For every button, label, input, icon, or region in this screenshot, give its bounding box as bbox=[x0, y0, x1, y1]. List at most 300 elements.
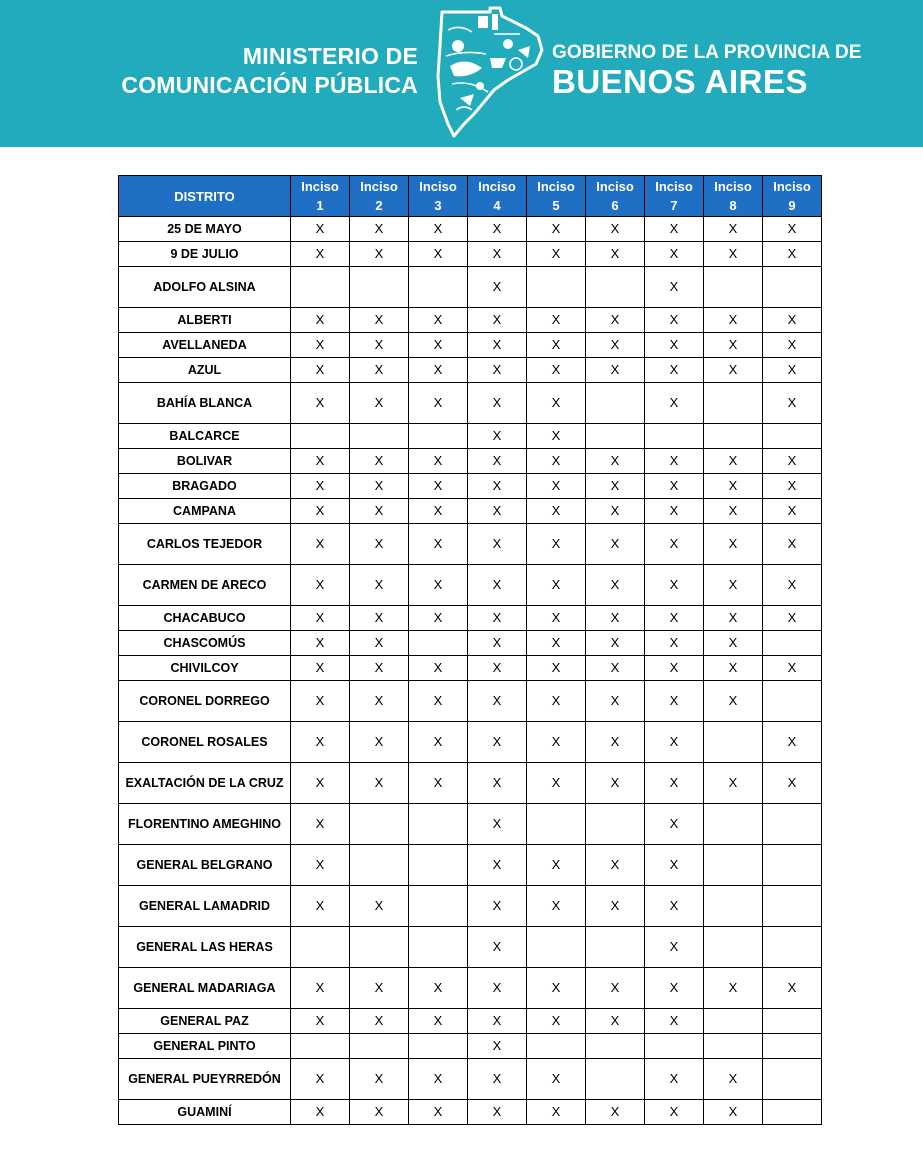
inciso-mark-cell: X bbox=[468, 804, 527, 845]
inciso-mark-cell: X bbox=[527, 631, 586, 656]
district-name-cell: CARLOS TEJEDOR bbox=[119, 524, 291, 565]
table-row bbox=[119, 474, 822, 499]
inciso-mark-cell: X bbox=[645, 499, 704, 524]
inciso-mark-cell: X bbox=[350, 565, 409, 606]
inciso-mark-cell: X bbox=[468, 968, 527, 1009]
inciso-mark-cell: X bbox=[527, 449, 586, 474]
inciso-mark-cell: X bbox=[645, 1100, 704, 1125]
inciso-mark-cell: X bbox=[350, 242, 409, 267]
inciso-mark-cell: X bbox=[763, 499, 822, 524]
inciso-mark-cell: X bbox=[763, 308, 822, 333]
inciso-mark-cell bbox=[409, 845, 468, 886]
inciso-mark-cell: X bbox=[291, 631, 350, 656]
inciso-mark-cell: X bbox=[527, 681, 586, 722]
inciso-mark-cell: X bbox=[586, 308, 645, 333]
inciso-mark-cell: X bbox=[763, 722, 822, 763]
inciso-header-number: 5 bbox=[552, 198, 560, 213]
inciso-header-number: 9 bbox=[788, 198, 796, 213]
inciso-mark-cell bbox=[291, 424, 350, 449]
inciso-mark-cell: X bbox=[586, 565, 645, 606]
inciso-mark-cell: X bbox=[763, 449, 822, 474]
inciso-mark-cell: X bbox=[291, 886, 350, 927]
district-name-cell: GUAMINÍ bbox=[119, 1100, 291, 1125]
inciso-mark-cell bbox=[350, 927, 409, 968]
table-row bbox=[119, 499, 822, 524]
inciso-mark-cell: X bbox=[468, 927, 527, 968]
inciso-header-word: Inciso bbox=[773, 179, 811, 194]
inciso-mark-cell bbox=[763, 631, 822, 656]
inciso-mark-cell: X bbox=[409, 656, 468, 681]
inciso-mark-cell: X bbox=[291, 804, 350, 845]
inciso-mark-cell: X bbox=[409, 383, 468, 424]
inciso-mark-cell bbox=[704, 722, 763, 763]
inciso-mark-cell: X bbox=[763, 474, 822, 499]
district-name-cell: CHIVILCOY bbox=[119, 656, 291, 681]
inciso-column-header bbox=[704, 176, 763, 217]
inciso-mark-cell: X bbox=[350, 1059, 409, 1100]
table-body bbox=[119, 217, 822, 1125]
table-row bbox=[119, 242, 822, 267]
table-row bbox=[119, 845, 822, 886]
table-row bbox=[119, 308, 822, 333]
inciso-mark-cell: X bbox=[645, 333, 704, 358]
district-name-cell: CORONEL DORREGO bbox=[119, 681, 291, 722]
inciso-mark-cell: X bbox=[409, 217, 468, 242]
inciso-header-word: Inciso bbox=[537, 179, 575, 194]
inciso-mark-cell: X bbox=[645, 722, 704, 763]
district-name-cell: GENERAL BELGRANO bbox=[119, 845, 291, 886]
inciso-mark-cell: X bbox=[291, 606, 350, 631]
inciso-column-header bbox=[527, 176, 586, 217]
inciso-mark-cell: X bbox=[527, 242, 586, 267]
inciso-mark-cell: X bbox=[468, 449, 527, 474]
table-row bbox=[119, 383, 822, 424]
inciso-mark-cell bbox=[291, 1034, 350, 1059]
inciso-mark-cell bbox=[527, 267, 586, 308]
inciso-mark-cell: X bbox=[645, 449, 704, 474]
inciso-mark-cell: X bbox=[350, 524, 409, 565]
inciso-mark-cell: X bbox=[586, 474, 645, 499]
inciso-mark-cell: X bbox=[350, 358, 409, 383]
inciso-mark-cell: X bbox=[527, 565, 586, 606]
inciso-mark-cell bbox=[704, 424, 763, 449]
inciso-mark-cell bbox=[586, 424, 645, 449]
district-column-header: DISTRITO bbox=[119, 176, 291, 217]
inciso-mark-cell bbox=[350, 804, 409, 845]
inciso-mark-cell: X bbox=[704, 449, 763, 474]
inciso-mark-cell: X bbox=[468, 499, 527, 524]
inciso-mark-cell: X bbox=[291, 308, 350, 333]
inciso-mark-cell bbox=[704, 886, 763, 927]
district-name-cell: GENERAL PAZ bbox=[119, 1009, 291, 1034]
inciso-mark-cell: X bbox=[468, 565, 527, 606]
district-name-cell: 9 DE JULIO bbox=[119, 242, 291, 267]
inciso-mark-cell: X bbox=[409, 1059, 468, 1100]
inciso-mark-cell: X bbox=[409, 524, 468, 565]
inciso-mark-cell: X bbox=[645, 763, 704, 804]
inciso-mark-cell: X bbox=[586, 681, 645, 722]
inciso-mark-cell bbox=[704, 804, 763, 845]
inciso-mark-cell: X bbox=[645, 656, 704, 681]
inciso-header-word: Inciso bbox=[596, 179, 634, 194]
district-name-cell: GENERAL PINTO bbox=[119, 1034, 291, 1059]
inciso-mark-cell: X bbox=[527, 333, 586, 358]
inciso-mark-cell: X bbox=[468, 1034, 527, 1059]
inciso-mark-cell: X bbox=[291, 474, 350, 499]
inciso-mark-cell bbox=[704, 927, 763, 968]
district-name-cell: GENERAL PUEYRREDÓN bbox=[119, 1059, 291, 1100]
inciso-mark-cell: X bbox=[704, 631, 763, 656]
district-inciso-table bbox=[118, 175, 822, 1125]
inciso-mark-cell bbox=[763, 1059, 822, 1100]
inciso-mark-cell bbox=[763, 681, 822, 722]
inciso-mark-cell: X bbox=[291, 722, 350, 763]
inciso-mark-cell: X bbox=[409, 1100, 468, 1125]
inciso-mark-cell: X bbox=[409, 606, 468, 631]
inciso-mark-cell: X bbox=[704, 968, 763, 1009]
inciso-mark-cell bbox=[350, 1034, 409, 1059]
inciso-mark-cell: X bbox=[468, 424, 527, 449]
district-name-cell: CHASCOMÚS bbox=[119, 631, 291, 656]
inciso-mark-cell bbox=[527, 1034, 586, 1059]
inciso-header-number: 7 bbox=[670, 198, 678, 213]
inciso-mark-cell: X bbox=[350, 449, 409, 474]
inciso-mark-cell: X bbox=[586, 524, 645, 565]
table-header-row bbox=[119, 176, 822, 217]
inciso-mark-cell: X bbox=[763, 383, 822, 424]
district-name-cell: EXALTACIÓN DE LA CRUZ bbox=[119, 763, 291, 804]
inciso-mark-cell: X bbox=[350, 217, 409, 242]
table-row bbox=[119, 424, 822, 449]
inciso-mark-cell: X bbox=[409, 358, 468, 383]
inciso-mark-cell: X bbox=[350, 763, 409, 804]
inciso-header-number: 1 bbox=[316, 198, 324, 213]
inciso-mark-cell: X bbox=[763, 606, 822, 631]
inciso-mark-cell: X bbox=[291, 656, 350, 681]
inciso-column-header bbox=[291, 176, 350, 217]
inciso-mark-cell: X bbox=[409, 565, 468, 606]
inciso-mark-cell: X bbox=[468, 631, 527, 656]
header-banner bbox=[0, 0, 923, 147]
inciso-mark-cell: X bbox=[468, 308, 527, 333]
inciso-mark-cell bbox=[586, 1059, 645, 1100]
inciso-mark-cell: X bbox=[468, 358, 527, 383]
inciso-column-header bbox=[468, 176, 527, 217]
inciso-mark-cell bbox=[409, 886, 468, 927]
inciso-mark-cell: X bbox=[350, 606, 409, 631]
inciso-mark-cell: X bbox=[704, 1059, 763, 1100]
inciso-mark-cell: X bbox=[645, 242, 704, 267]
inciso-mark-cell: X bbox=[527, 424, 586, 449]
inciso-header-word: Inciso bbox=[478, 179, 516, 194]
inciso-mark-cell: X bbox=[586, 656, 645, 681]
inciso-mark-cell: X bbox=[409, 1009, 468, 1034]
table-row bbox=[119, 763, 822, 804]
inciso-mark-cell bbox=[763, 1009, 822, 1034]
inciso-mark-cell: X bbox=[468, 217, 527, 242]
ministry-line-2: COMUNICACIÓN PÚBLICA bbox=[121, 72, 418, 98]
inciso-mark-cell: X bbox=[468, 1100, 527, 1125]
inciso-mark-cell: X bbox=[350, 1009, 409, 1034]
district-name-cell: 25 DE MAYO bbox=[119, 217, 291, 242]
ministry-line-1: MINISTERIO DE bbox=[242, 43, 418, 69]
inciso-column-header bbox=[586, 176, 645, 217]
table-row bbox=[119, 449, 822, 474]
inciso-mark-cell: X bbox=[645, 886, 704, 927]
inciso-mark-cell: X bbox=[350, 308, 409, 333]
inciso-mark-cell: X bbox=[350, 499, 409, 524]
government-name bbox=[552, 42, 862, 100]
inciso-mark-cell bbox=[704, 1034, 763, 1059]
inciso-mark-cell: X bbox=[527, 217, 586, 242]
inciso-mark-cell: X bbox=[468, 1059, 527, 1100]
inciso-mark-cell: X bbox=[763, 763, 822, 804]
inciso-mark-cell: X bbox=[645, 217, 704, 242]
table-row bbox=[119, 217, 822, 242]
inciso-mark-cell: X bbox=[409, 681, 468, 722]
inciso-mark-cell: X bbox=[586, 358, 645, 383]
inciso-mark-cell bbox=[763, 1034, 822, 1059]
inciso-mark-cell bbox=[291, 267, 350, 308]
inciso-mark-cell: X bbox=[409, 449, 468, 474]
table-row bbox=[119, 606, 822, 631]
inciso-mark-cell: X bbox=[468, 763, 527, 804]
inciso-mark-cell bbox=[763, 804, 822, 845]
inciso-mark-cell bbox=[763, 1100, 822, 1125]
inciso-mark-cell: X bbox=[586, 631, 645, 656]
inciso-mark-cell: X bbox=[291, 358, 350, 383]
inciso-mark-cell: X bbox=[468, 333, 527, 358]
inciso-mark-cell: X bbox=[645, 358, 704, 383]
inciso-mark-cell: X bbox=[350, 722, 409, 763]
district-name-cell: FLORENTINO AMEGHINO bbox=[119, 804, 291, 845]
inciso-mark-cell bbox=[409, 804, 468, 845]
inciso-mark-cell: X bbox=[704, 333, 763, 358]
inciso-mark-cell: X bbox=[586, 499, 645, 524]
inciso-header-word: Inciso bbox=[360, 179, 398, 194]
inciso-mark-cell: X bbox=[409, 242, 468, 267]
table-row bbox=[119, 968, 822, 1009]
table-row bbox=[119, 681, 822, 722]
inciso-header-number: 3 bbox=[434, 198, 442, 213]
table-row bbox=[119, 1034, 822, 1059]
inciso-mark-cell: X bbox=[468, 681, 527, 722]
inciso-mark-cell: X bbox=[527, 722, 586, 763]
inciso-mark-cell bbox=[409, 927, 468, 968]
inciso-mark-cell: X bbox=[291, 763, 350, 804]
district-name-cell: GENERAL MADARIAGA bbox=[119, 968, 291, 1009]
inciso-mark-cell bbox=[704, 1009, 763, 1034]
inciso-mark-cell: X bbox=[763, 217, 822, 242]
inciso-mark-cell: X bbox=[527, 308, 586, 333]
ministry-name bbox=[100, 42, 418, 100]
table-row bbox=[119, 1100, 822, 1125]
inciso-mark-cell bbox=[350, 845, 409, 886]
inciso-column-header bbox=[350, 176, 409, 217]
inciso-mark-cell: X bbox=[468, 383, 527, 424]
inciso-mark-cell: X bbox=[645, 383, 704, 424]
inciso-mark-cell: X bbox=[291, 845, 350, 886]
inciso-mark-cell bbox=[763, 267, 822, 308]
inciso-mark-cell: X bbox=[409, 763, 468, 804]
inciso-mark-cell: X bbox=[350, 1100, 409, 1125]
inciso-mark-cell: X bbox=[586, 449, 645, 474]
inciso-mark-cell: X bbox=[409, 968, 468, 1009]
district-name-cell: BAHÍA BLANCA bbox=[119, 383, 291, 424]
inciso-mark-cell: X bbox=[527, 845, 586, 886]
table-row bbox=[119, 656, 822, 681]
inciso-mark-cell bbox=[586, 383, 645, 424]
inciso-header-number: 2 bbox=[375, 198, 383, 213]
district-name-cell: CARMEN DE ARECO bbox=[119, 565, 291, 606]
inciso-mark-cell bbox=[763, 845, 822, 886]
inciso-mark-cell: X bbox=[645, 1059, 704, 1100]
inciso-mark-cell: X bbox=[645, 968, 704, 1009]
inciso-mark-cell: X bbox=[763, 333, 822, 358]
inciso-mark-cell: X bbox=[350, 968, 409, 1009]
table-row bbox=[119, 565, 822, 606]
inciso-mark-cell: X bbox=[704, 308, 763, 333]
inciso-mark-cell bbox=[409, 631, 468, 656]
inciso-mark-cell: X bbox=[527, 656, 586, 681]
inciso-mark-cell bbox=[763, 424, 822, 449]
district-name-cell: GENERAL LAMADRID bbox=[119, 886, 291, 927]
district-name-cell: BRAGADO bbox=[119, 474, 291, 499]
inciso-mark-cell: X bbox=[468, 845, 527, 886]
table-row bbox=[119, 358, 822, 383]
inciso-mark-cell: X bbox=[586, 606, 645, 631]
inciso-mark-cell: X bbox=[468, 474, 527, 499]
inciso-mark-cell bbox=[704, 267, 763, 308]
district-name-cell: CHACABUCO bbox=[119, 606, 291, 631]
inciso-mark-cell: X bbox=[350, 474, 409, 499]
inciso-mark-cell bbox=[409, 424, 468, 449]
inciso-mark-cell: X bbox=[645, 681, 704, 722]
inciso-mark-cell: X bbox=[291, 242, 350, 267]
inciso-mark-cell: X bbox=[763, 656, 822, 681]
inciso-mark-cell: X bbox=[291, 499, 350, 524]
inciso-mark-cell: X bbox=[704, 565, 763, 606]
inciso-mark-cell: X bbox=[645, 267, 704, 308]
inciso-mark-cell: X bbox=[527, 524, 586, 565]
table-row bbox=[119, 804, 822, 845]
district-name-cell: ALBERTI bbox=[119, 308, 291, 333]
inciso-mark-cell: X bbox=[409, 499, 468, 524]
inciso-header-word: Inciso bbox=[301, 179, 339, 194]
inciso-mark-cell: X bbox=[645, 524, 704, 565]
inciso-mark-cell: X bbox=[409, 474, 468, 499]
inciso-mark-cell: X bbox=[763, 358, 822, 383]
inciso-mark-cell bbox=[645, 424, 704, 449]
inciso-column-header bbox=[645, 176, 704, 217]
inciso-mark-cell: X bbox=[350, 681, 409, 722]
inciso-header-word: Inciso bbox=[655, 179, 693, 194]
inciso-mark-cell: X bbox=[645, 804, 704, 845]
inciso-mark-cell: X bbox=[468, 722, 527, 763]
inciso-header-number: 6 bbox=[611, 198, 619, 213]
inciso-mark-cell: X bbox=[468, 524, 527, 565]
inciso-mark-cell: X bbox=[350, 333, 409, 358]
inciso-mark-cell: X bbox=[291, 524, 350, 565]
inciso-mark-cell: X bbox=[763, 242, 822, 267]
province-map-logo bbox=[430, 6, 550, 142]
inciso-mark-cell bbox=[586, 804, 645, 845]
inciso-mark-cell: X bbox=[350, 383, 409, 424]
inciso-mark-cell: X bbox=[527, 1100, 586, 1125]
inciso-mark-cell: X bbox=[527, 383, 586, 424]
inciso-mark-cell: X bbox=[586, 763, 645, 804]
inciso-mark-cell: X bbox=[468, 267, 527, 308]
table-row bbox=[119, 631, 822, 656]
inciso-mark-cell: X bbox=[645, 1009, 704, 1034]
inciso-mark-cell: X bbox=[291, 1059, 350, 1100]
table-row bbox=[119, 1009, 822, 1034]
inciso-mark-cell bbox=[527, 804, 586, 845]
inciso-mark-cell: X bbox=[704, 242, 763, 267]
table-row bbox=[119, 1059, 822, 1100]
inciso-mark-cell: X bbox=[291, 383, 350, 424]
table-row bbox=[119, 267, 822, 308]
inciso-mark-cell bbox=[586, 267, 645, 308]
inciso-mark-cell bbox=[645, 1034, 704, 1059]
inciso-mark-cell bbox=[350, 424, 409, 449]
inciso-mark-cell: X bbox=[586, 1009, 645, 1034]
inciso-header-word: Inciso bbox=[714, 179, 752, 194]
inciso-mark-cell bbox=[586, 927, 645, 968]
inciso-mark-cell bbox=[763, 927, 822, 968]
inciso-mark-cell: X bbox=[409, 308, 468, 333]
inciso-mark-cell: X bbox=[645, 565, 704, 606]
inciso-mark-cell: X bbox=[527, 474, 586, 499]
district-name-cell: AZUL bbox=[119, 358, 291, 383]
table-row bbox=[119, 927, 822, 968]
inciso-mark-cell: X bbox=[291, 1009, 350, 1034]
inciso-mark-cell: X bbox=[763, 565, 822, 606]
inciso-header-word: Inciso bbox=[419, 179, 457, 194]
inciso-mark-cell: X bbox=[527, 606, 586, 631]
district-name-cell: GENERAL LAS HERAS bbox=[119, 927, 291, 968]
inciso-mark-cell: X bbox=[704, 474, 763, 499]
inciso-mark-cell bbox=[763, 886, 822, 927]
inciso-mark-cell: X bbox=[704, 606, 763, 631]
inciso-header-number: 8 bbox=[729, 198, 737, 213]
inciso-mark-cell: X bbox=[704, 499, 763, 524]
inciso-mark-cell: X bbox=[350, 631, 409, 656]
inciso-mark-cell: X bbox=[527, 886, 586, 927]
inciso-mark-cell bbox=[291, 927, 350, 968]
inciso-mark-cell: X bbox=[468, 606, 527, 631]
inciso-mark-cell bbox=[586, 1034, 645, 1059]
gov-line-1: GOBIERNO DE LA PROVINCIA DE bbox=[552, 42, 862, 63]
inciso-mark-cell: X bbox=[586, 333, 645, 358]
table-row bbox=[119, 524, 822, 565]
inciso-mark-cell: X bbox=[291, 449, 350, 474]
district-name-cell: AVELLANEDA bbox=[119, 333, 291, 358]
inciso-mark-cell: X bbox=[291, 968, 350, 1009]
inciso-mark-cell: X bbox=[763, 968, 822, 1009]
inciso-mark-cell: X bbox=[645, 631, 704, 656]
inciso-mark-cell: X bbox=[645, 845, 704, 886]
district-name-cell: CAMPANA bbox=[119, 499, 291, 524]
inciso-mark-cell: X bbox=[409, 722, 468, 763]
inciso-mark-cell: X bbox=[704, 1100, 763, 1125]
district-name-cell: CORONEL ROSALES bbox=[119, 722, 291, 763]
inciso-mark-cell: X bbox=[468, 886, 527, 927]
inciso-mark-cell: X bbox=[645, 606, 704, 631]
inciso-mark-cell: X bbox=[350, 656, 409, 681]
inciso-mark-cell: X bbox=[527, 968, 586, 1009]
inciso-mark-cell: X bbox=[527, 358, 586, 383]
